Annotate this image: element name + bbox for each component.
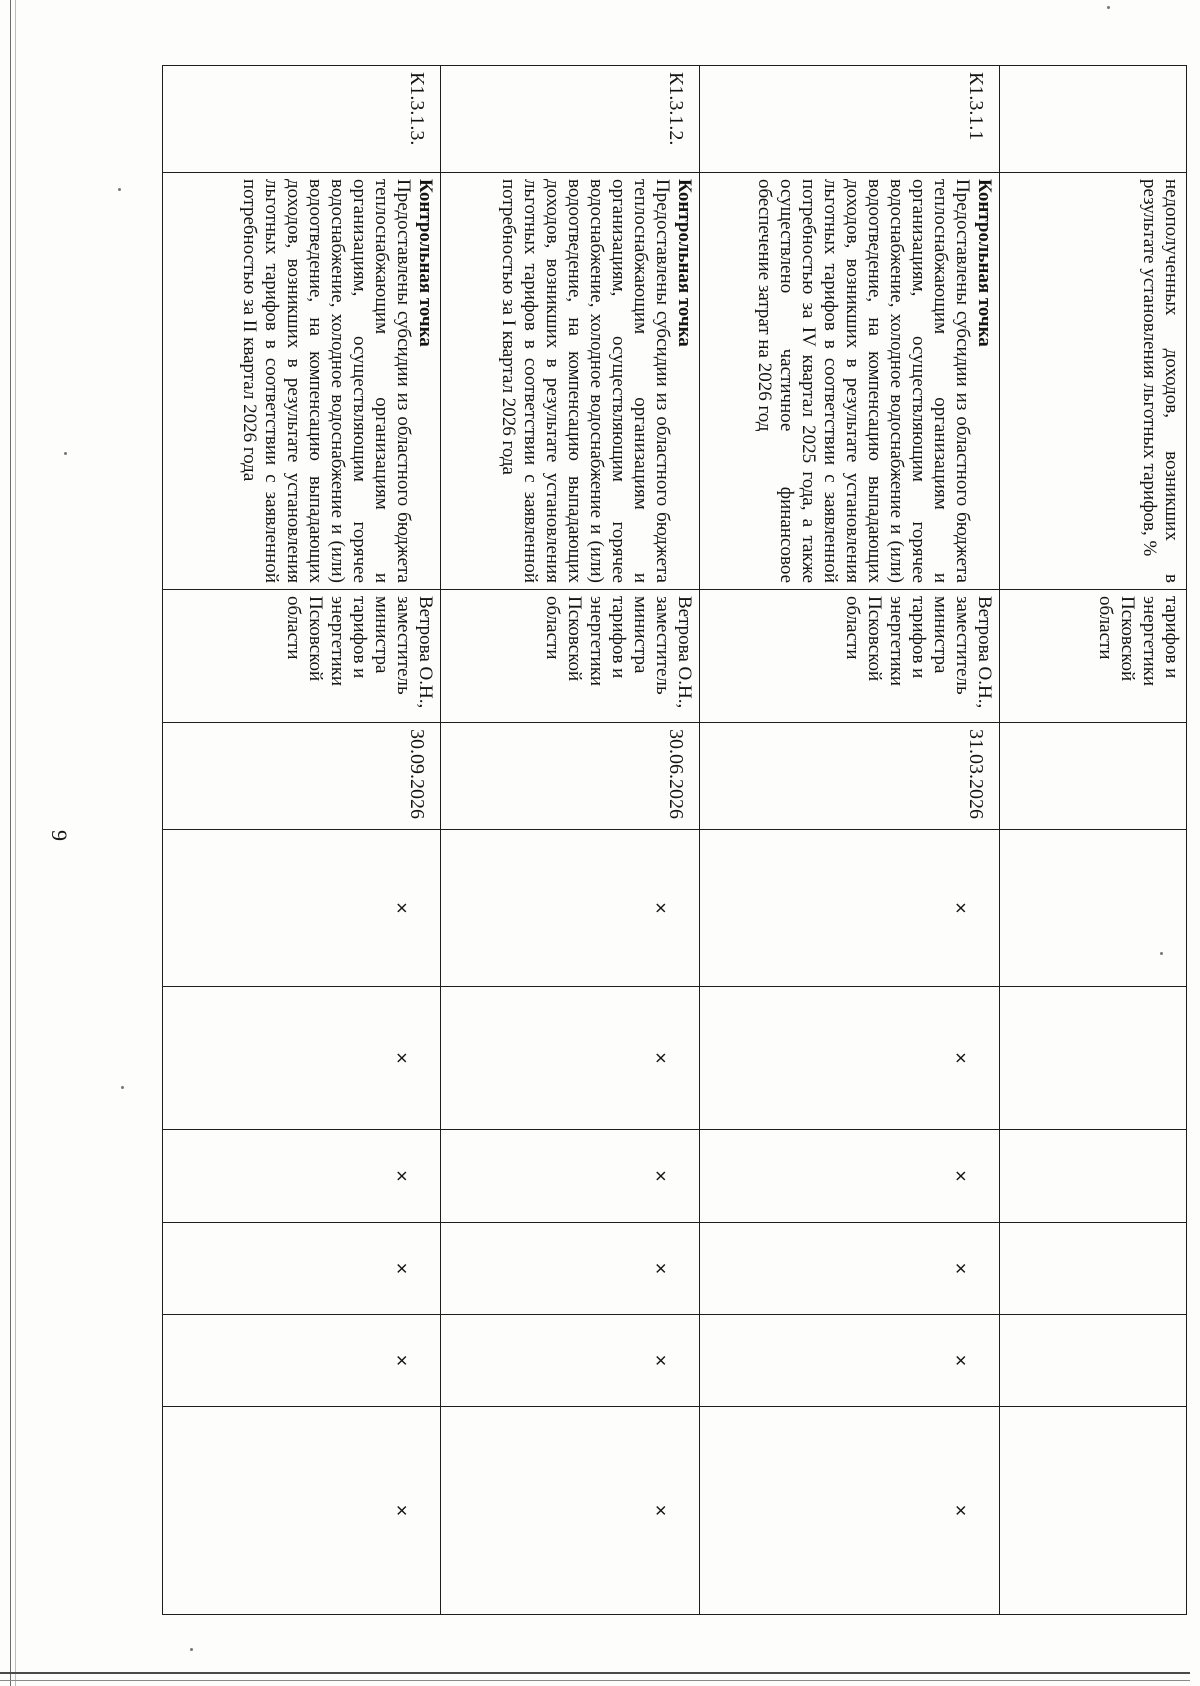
row-responsible: Ветрова О.Н., заместитель министра тарифов и энергетики Псковской области bbox=[441, 590, 700, 723]
row-description-cell bbox=[163, 173, 441, 590]
table-row bbox=[163, 66, 441, 1615]
row-responsible: Ветрова О.Н., заместитель министра тарифов и энергетики Псковской области bbox=[163, 590, 441, 723]
scan-speck bbox=[1107, 6, 1110, 9]
control-point-title: Контрольная точка bbox=[974, 179, 995, 347]
control-point-description: Предоставлены субсидии из областного бюджета теплоснабжающим организациям и организациям, осуществляющим горячее водоснабжение, холодное водоснабжение и (или) водоотведение, на компенсацию выпадающих доходов, возникших в результате установления льготных тарифов в соответствии с заявленной потребностью за IV квартал 2025 года, а также осуществлено частичное финансовое обеспечение затрат на 2026 год bbox=[754, 179, 973, 583]
control-point-description: Предоставлены субсидии из областного бюджета теплоснабжающим организациям и организациям, осуществляющим горячее водоснабжение, холодное водоснабжение и (или) водоотведение, на компенсацию выпадающих доходов, возникших в результате установления льготных тарифов в соответствии с заявленной потребностью за II квартал 2026 года bbox=[239, 179, 414, 583]
cell-mark bbox=[1000, 987, 1187, 1130]
row-mark: × bbox=[441, 1223, 700, 1315]
control-point-description: Предоставлены субсидии из областного бюджета теплоснабжающим организациям и организациям, осуществляющим горячее водоснабжение, холодное водоснабжение и (или) водоотведение, на компенсацию выпадающих доходов, возникших в результате установления льготных тарифов в соответствии с заявленной потребностью за I квартал 2026 года bbox=[498, 179, 673, 583]
row-mark: × bbox=[163, 830, 441, 987]
row-mark: × bbox=[700, 830, 1000, 987]
row-mark: × bbox=[441, 1315, 700, 1407]
control-point-title: Контрольная точка bbox=[415, 179, 436, 347]
cell-mark bbox=[1000, 830, 1187, 987]
control-points-table bbox=[162, 65, 1187, 1615]
scan-left-edge bbox=[10, 0, 16, 1686]
rotated-table-frame bbox=[163, 65, 1187, 1614]
row-date: 31.03.2026 bbox=[700, 723, 1000, 830]
table-row bbox=[700, 66, 1000, 1615]
row-mark: × bbox=[700, 987, 1000, 1130]
page-number: 9 bbox=[47, 830, 72, 841]
scan-speck bbox=[190, 1648, 193, 1651]
row-date: 30.06.2026 bbox=[441, 723, 700, 830]
scan-speck bbox=[64, 452, 67, 455]
cell-description: недополученных доходов, возникших в результате установления льготных тарифов, % bbox=[1000, 173, 1187, 590]
row-code: К1.3.1.2. bbox=[441, 66, 700, 173]
cell-date bbox=[1000, 723, 1187, 830]
row-mark: × bbox=[163, 1407, 441, 1615]
row-mark: × bbox=[441, 1130, 700, 1223]
table-row-header bbox=[1000, 66, 1187, 1615]
cell-responsible: тарифов и энергетики Псковской области bbox=[1000, 590, 1187, 723]
row-responsible: Ветрова О.Н., заместитель министра тарифов и энергетики Псковской области bbox=[700, 590, 1000, 723]
scan-bottom-edge bbox=[0, 1672, 1190, 1681]
row-description-cell bbox=[441, 173, 700, 590]
row-description-cell bbox=[700, 173, 1000, 590]
row-code: К1.3.1.3. bbox=[163, 66, 441, 173]
row-date: 30.09.2026 bbox=[163, 723, 441, 830]
row-mark: × bbox=[441, 830, 700, 987]
row-mark: × bbox=[163, 1130, 441, 1223]
scan-speck bbox=[1160, 952, 1163, 955]
row-mark: × bbox=[441, 987, 700, 1130]
row-mark: × bbox=[163, 1315, 441, 1407]
cell-code bbox=[1000, 66, 1187, 173]
row-mark: × bbox=[700, 1407, 1000, 1615]
scan-speck bbox=[118, 188, 121, 191]
row-mark: × bbox=[700, 1223, 1000, 1315]
row-mark: × bbox=[700, 1130, 1000, 1223]
cell-mark bbox=[1000, 1407, 1187, 1615]
row-code: К1.3.1.1 bbox=[700, 66, 1000, 173]
control-point-title: Контрольная точка bbox=[674, 179, 695, 347]
row-mark: × bbox=[700, 1315, 1000, 1407]
row-mark: × bbox=[441, 1407, 700, 1615]
row-mark: × bbox=[163, 987, 441, 1130]
cell-mark bbox=[1000, 1315, 1187, 1407]
cell-mark bbox=[1000, 1223, 1187, 1315]
cell-mark bbox=[1000, 1130, 1187, 1223]
row-mark: × bbox=[163, 1223, 441, 1315]
table-row bbox=[441, 66, 700, 1615]
scan-speck bbox=[121, 1086, 124, 1089]
